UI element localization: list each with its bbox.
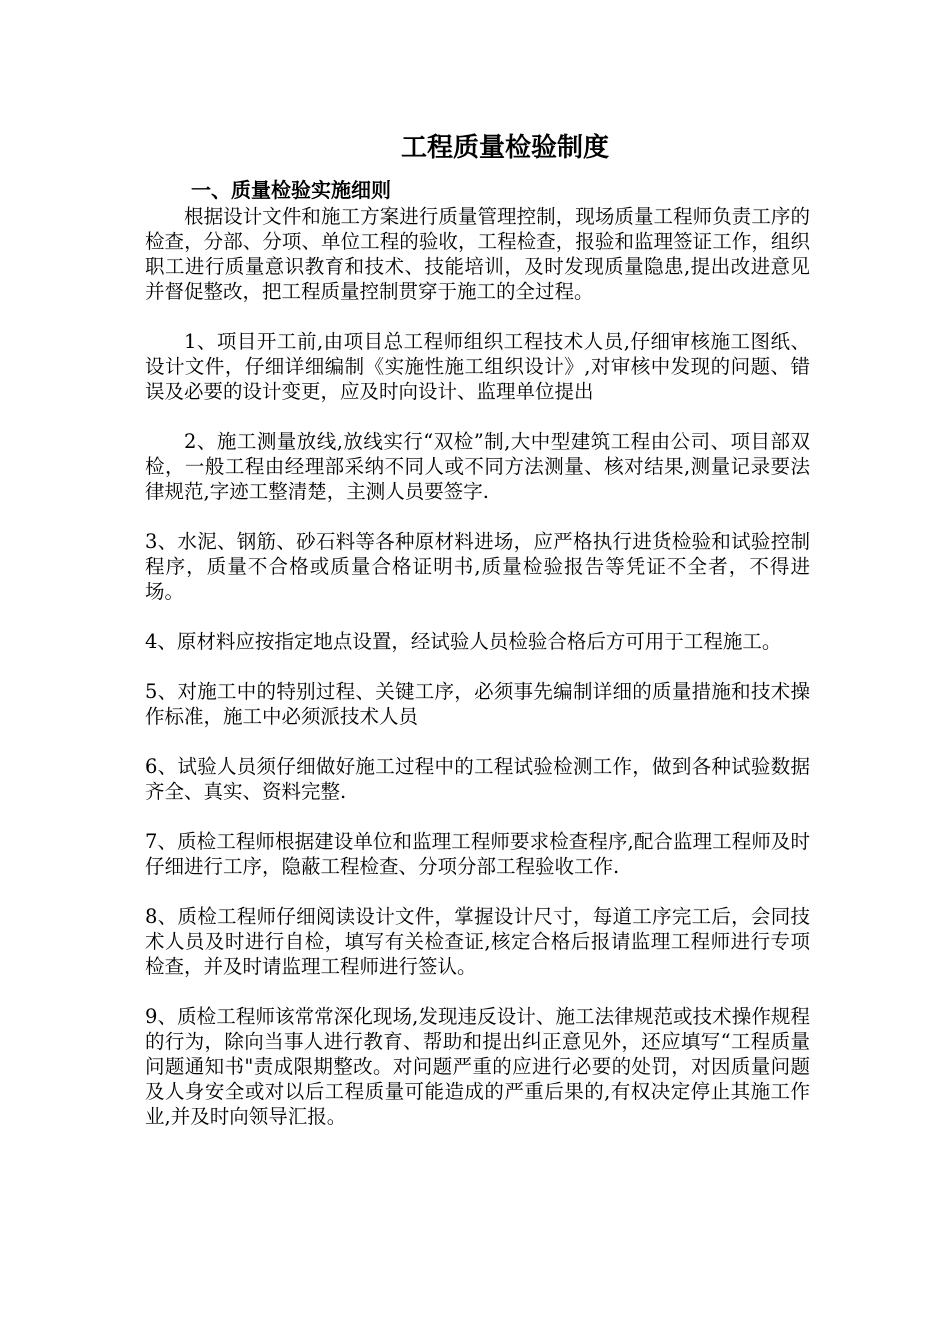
list-item-7: 7、质检工程师根据建设单位和监理工程师要求检查程序,配合监理工程师及时仔细进行工序，隐蔽工程检查、分项分部工程验收工作. [145, 830, 810, 878]
intro-paragraph: 根据设计文件和施工方案进行质量管理控制，现场质量工程师负责工序的检查，分部、分项、单位工程的验收，工程检查，报验和监理签证工作，组织职工进行质量意识教育和技术、技能培训，及时发现质量隐患,提出改进意见并督促整改，把工程质量控制贯穿于施工的全过程。 [145, 205, 810, 303]
list-item-9: 9、质检工程师该常常深化现场,发现违反设计、施工法律规范或技术操作规程的行为，除向当事人进行教育、帮助和提出纠正意见外，还应填写“工程质量问题通知书"责成限期整改。对问题严重的应进行必要的处罚，对因质量问题及人身安全或对以后工程质量可能造成的严重后果的,有权决定停止其施工作业,并及时向领导汇报。 [145, 1005, 810, 1128]
list-item-4: 4、原材料应按指定地点设置，经试验人员检验合格后方可用于工程施工。 [145, 630, 782, 653]
list-item-8: 8、质检工程师仔细阅读设计文件，掌握设计尺寸，每道工序完工后，会同技术人员及时进行自检，填写有关检查证,核定合格后报请监理工程师进行专项检查，并及时请监理工程师进行签认。 [145, 905, 810, 978]
list-item-5: 5、对施工中的特别过程、关键工序，必须事先编制详细的质量措施和技术操作标准，施工中必须派技术人员 [145, 680, 810, 728]
list-item-6: 6、试验人员须仔细做好施工过程中的工程试验检测工作，做到各种试验数据齐全、真实、资料完整. [145, 755, 810, 803]
section-heading: 一、质量检验实施细则 [191, 178, 391, 202]
document-title: 工程质量检验制度 [400, 133, 609, 163]
list-item-1: 1、项目开工前,由项目总工程师组织工程技术人员,仔细审核施工图纸、设计文件，仔细详细编制《实施性施工组织设计》,对审核中发现的问题、错误及必要的设计变更，应及时向设计、监理单位提出 [145, 330, 810, 403]
list-item-2: 2、施工测量放线,放线实行“双检”制,大中型建筑工程由公司、项目部双检，一般工程由经理部采纳不同人或不同方法测量、核对结果,测量记录要法律规范,字迹工整清楚，主测人员要签字. [145, 430, 810, 503]
document-page [145, 128, 810, 1129]
list-item-3: 3、水泥、钢筋、砂石料等各种原材料进场，应严格执行进货检验和试验控制程序，质量不合格或质量合格证明书,质量检验报告等凭证不全者，不得进场。 [145, 530, 810, 603]
